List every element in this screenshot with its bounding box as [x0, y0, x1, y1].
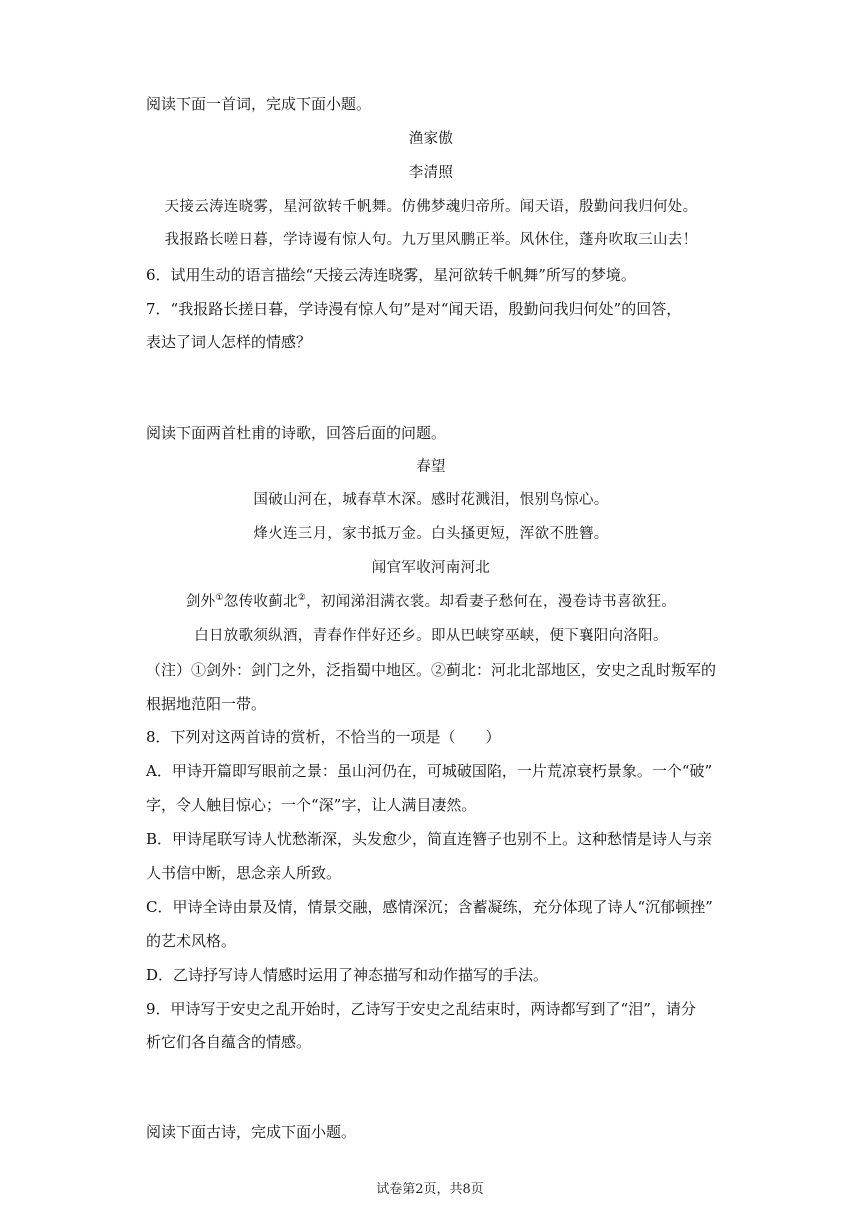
note-line1: （注）①剑外：剑门之外，泛指蜀中地区。②蓟北：河北北部地区，安史之乱时叛军的	[146, 661, 717, 679]
question-7-line1: 7．“我报路长搓日暮，学诗漫有惊人句”是对“闻天语，殷勤问我归何处”的回答，	[146, 300, 682, 318]
poem-line: 白日放歌须纵酒，青春作伴好还乡。即从巴峡穿巫峡，便下襄阳向洛阳。	[194, 628, 668, 644]
option-c-line1: C．甲诗全诗由景及情，情景交融，感情深沉；含蓄凝练，充分体现了诗人“沉郁顿挫”	[146, 898, 713, 916]
section2-intro: 阅读下面两首杜甫的诗歌，回答后面的问题。	[146, 424, 447, 442]
page-footer: 试卷第2页，共8页	[376, 1182, 484, 1197]
option-b-line1: B．甲诗尾联写诗人忧愁渐深，头发愈少，简直连簪子也别不上。这种愁情是诗人与亲	[146, 830, 713, 848]
poem-author: 李清照	[408, 165, 454, 181]
poem-line: 烽火连三月，家书抵万金。白头搔更短，浑欲不胜簪。	[253, 526, 609, 542]
section1-intro: 阅读下面一首词，完成下面小题。	[146, 95, 372, 113]
poem-text: ，初闻涕泪满衣裳。却看妻子愁何在，漫卷诗书喜欲狂。	[306, 594, 677, 610]
option-c-line2: 的艺术风格。	[146, 932, 237, 950]
poem-text: 忽传收蓟北	[223, 594, 298, 610]
question-9-line1: 9．甲诗写于安史之乱开始时，乙诗写于安史之乱结束时，两诗都写到了“泪”，请分	[146, 1000, 696, 1018]
question-8: 8．下列对这两首诗的赏析，不恰当的一项是（ ）	[146, 728, 501, 746]
option-a-line1: A．甲诗开篇即写眼前之景：虽山河仍在，可城破国陷，一片荒凉衰朽景象。一个“破”	[146, 762, 713, 780]
question-9-line2: 析它们各自蕴含的情感。	[146, 1033, 312, 1051]
option-b-line2: 人书信中断，思念亲人所致。	[146, 864, 342, 882]
section3-intro: 阅读下面古诗，完成下面小题。	[146, 1123, 357, 1141]
footnote-mark: ②	[297, 593, 307, 603]
poem-title-yujiaao: 渔家傲	[408, 131, 454, 147]
option-a-line2: 字，令人触目惊心；一个“深”字，让人满目凄然。	[146, 796, 477, 814]
poem-line: 我报路长嗟日暮，学诗谩有惊人句。九万里风鹏正举。风休住，蓬舟吹取三山去！	[164, 232, 698, 248]
poem-title-wenguanjun: 闻官军收河南河北	[371, 560, 491, 576]
question-6: 6．试用生动的语言描绘“天接云涛连晓雾，星河欲转千帆舞”所写的梦境。	[146, 266, 636, 284]
note-line2: 根据地范阳一带。	[146, 695, 267, 713]
poem-line: 国破山河在，城春草木深。感时花溅泪，恨别鸟惊心。	[253, 492, 609, 508]
poem-text: 剑外	[185, 594, 216, 610]
poem-line: 天接云涛连晓雾，星河欲转千帆舞。仿佛梦魂归帝所。闻天语，殷勤问我归何处。	[164, 199, 698, 215]
question-7-line2: 表达了词人怎样的情感？	[146, 333, 312, 351]
footnote-mark: ①	[215, 593, 224, 603]
poem-line-annotated	[146, 592, 716, 612]
option-d: D．乙诗抒写诗人情感时运用了神态描写和动作描写的手法。	[146, 966, 549, 984]
poem-title-chunwang: 春望	[416, 459, 446, 475]
